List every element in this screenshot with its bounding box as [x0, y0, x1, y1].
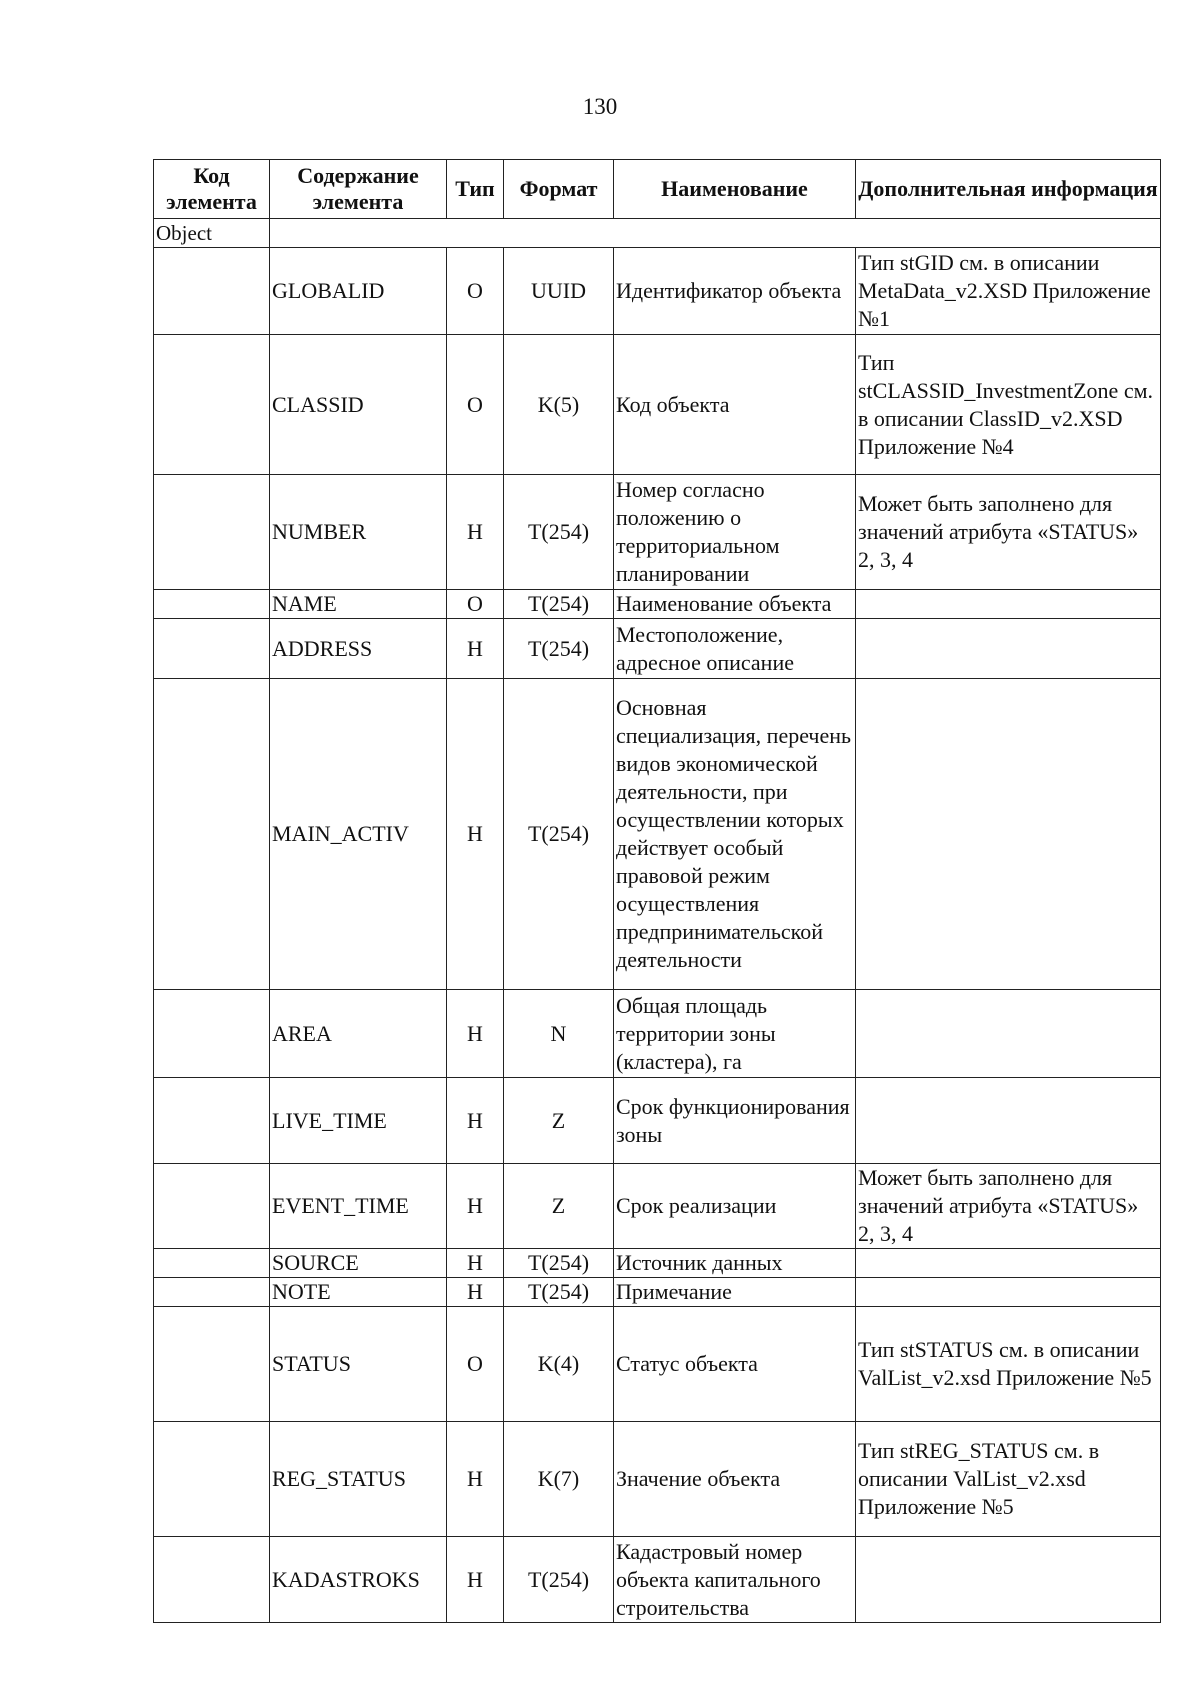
cell-name: Номер согласно положению о территориальном планировании: [614, 475, 856, 590]
cell-info: [856, 590, 1161, 619]
cell-info: [856, 1078, 1161, 1164]
cell-element: CLASSID: [270, 335, 447, 475]
cell-info: Может быть заполнено для значений атрибута «STATUS» 2, 3, 4: [856, 1164, 1161, 1249]
cell-info: Тип stSTATUS см. в описании ValList_v2.xsd Приложение №5: [856, 1307, 1161, 1422]
cell-format: Z: [504, 1164, 614, 1249]
cell-name: Источник данных: [614, 1249, 856, 1278]
cell-format: Z: [504, 1078, 614, 1164]
table-header-row: [154, 160, 1161, 219]
cell-info: Тип stGID см. в описании MetaData_v2.XSD Приложение №1: [856, 248, 1161, 335]
cell-info: [856, 990, 1161, 1078]
table-row: [154, 990, 1161, 1078]
cell-format: T(254): [504, 475, 614, 590]
cell-format: UUID: [504, 248, 614, 335]
cell-type: Н: [447, 1249, 504, 1278]
cell-element: AREA: [270, 990, 447, 1078]
cell-name: Наименование объекта: [614, 590, 856, 619]
cell-name: Статус объекта: [614, 1307, 856, 1422]
cell-name: Основная специализация, перечень видов экономической деятельности, при осуществлении которых действует особый правовой режим осуществления предпринимательской деятельности: [614, 679, 856, 990]
cell-format: K(4): [504, 1307, 614, 1422]
page-number: 130: [582, 94, 618, 119]
cell-info: Может быть заполнено для значений атрибута «STATUS» 2, 3, 4: [856, 475, 1161, 590]
section-label: Object: [154, 219, 270, 248]
table-row: [154, 1537, 1161, 1623]
header-info: Дополнительная информация: [856, 160, 1161, 219]
table-row: [154, 475, 1161, 590]
table-row: [154, 1278, 1161, 1307]
cell-format: T(254): [504, 1249, 614, 1278]
cell-info: [856, 1278, 1161, 1307]
cell-element: NOTE: [270, 1278, 447, 1307]
cell-name: Примечание: [614, 1278, 856, 1307]
cell-element: GLOBALID: [270, 248, 447, 335]
cell-name: Значение объекта: [614, 1422, 856, 1537]
table-row: [154, 679, 1161, 990]
table-row: [154, 1422, 1161, 1537]
cell-format: T(254): [504, 619, 614, 679]
cell-format: K(5): [504, 335, 614, 475]
cell-type: Н: [447, 619, 504, 679]
header-name: Наименование: [614, 160, 856, 219]
header-type: Тип: [447, 160, 504, 219]
cell-format: T(254): [504, 679, 614, 990]
cell-element: REG_STATUS: [270, 1422, 447, 1537]
table-row: [154, 590, 1161, 619]
cell-type: Н: [447, 475, 504, 590]
cell-info: Тип stREG_STATUS см. в описании ValList_v2.xsd Приложение №5: [856, 1422, 1161, 1537]
cell-info: Тип stCLASSID_InvestmentZone см. в описании ClassID_v2.XSD Приложение №4: [856, 335, 1161, 475]
cell-name: Срок функционирования зоны: [614, 1078, 856, 1164]
cell-type: Н: [447, 679, 504, 990]
cell-info: [856, 1249, 1161, 1278]
cell-name: Срок реализации: [614, 1164, 856, 1249]
table-row: [154, 248, 1161, 335]
cell-format: N: [504, 990, 614, 1078]
cell-info: [856, 1537, 1161, 1623]
cell-element: STATUS: [270, 1307, 447, 1422]
cell-element: NUMBER: [270, 475, 447, 590]
cell-format: T(254): [504, 1278, 614, 1307]
cell-name: Местоположение, адресное описание: [614, 619, 856, 679]
header-element: Содержание элемента: [270, 160, 447, 219]
table-row: [154, 335, 1161, 475]
cell-name: Общая площадь территории зоны (кластера), га: [614, 990, 856, 1078]
cell-format: T(254): [504, 1537, 614, 1623]
cell-name: Идентификатор объекта: [614, 248, 856, 335]
cell-element: LIVE_TIME: [270, 1078, 447, 1164]
cell-format: K(7): [504, 1422, 614, 1537]
cell-name: Кадастровый номер объекта капитального строительства: [614, 1537, 856, 1623]
header-format: Формат: [504, 160, 614, 219]
section-row: [154, 219, 1161, 248]
cell-element: SOURCE: [270, 1249, 447, 1278]
cell-info: [856, 679, 1161, 990]
table-row: [154, 1307, 1161, 1422]
element-spec-table: [153, 159, 1161, 1623]
cell-info: [856, 619, 1161, 679]
cell-type: О: [447, 335, 504, 475]
cell-element: NAME: [270, 590, 447, 619]
cell-element: EVENT_TIME: [270, 1164, 447, 1249]
table-row: [154, 1249, 1161, 1278]
cell-type: Н: [447, 1164, 504, 1249]
cell-type: О: [447, 590, 504, 619]
cell-type: Н: [447, 1422, 504, 1537]
header-code: Код элемента: [154, 160, 270, 219]
cell-element: KADASTROKS: [270, 1537, 447, 1623]
table-row: [154, 619, 1161, 679]
cell-type: Н: [447, 1278, 504, 1307]
cell-element: MAIN_ACTIV: [270, 679, 447, 990]
table-row: [154, 1078, 1161, 1164]
cell-type: Н: [447, 990, 504, 1078]
cell-name: Код объекта: [614, 335, 856, 475]
cell-type: Н: [447, 1537, 504, 1623]
cell-type: О: [447, 1307, 504, 1422]
cell-type: О: [447, 248, 504, 335]
cell-element: ADDRESS: [270, 619, 447, 679]
table-row: [154, 1164, 1161, 1249]
cell-type: Н: [447, 1078, 504, 1164]
cell-format: T(254): [504, 590, 614, 619]
